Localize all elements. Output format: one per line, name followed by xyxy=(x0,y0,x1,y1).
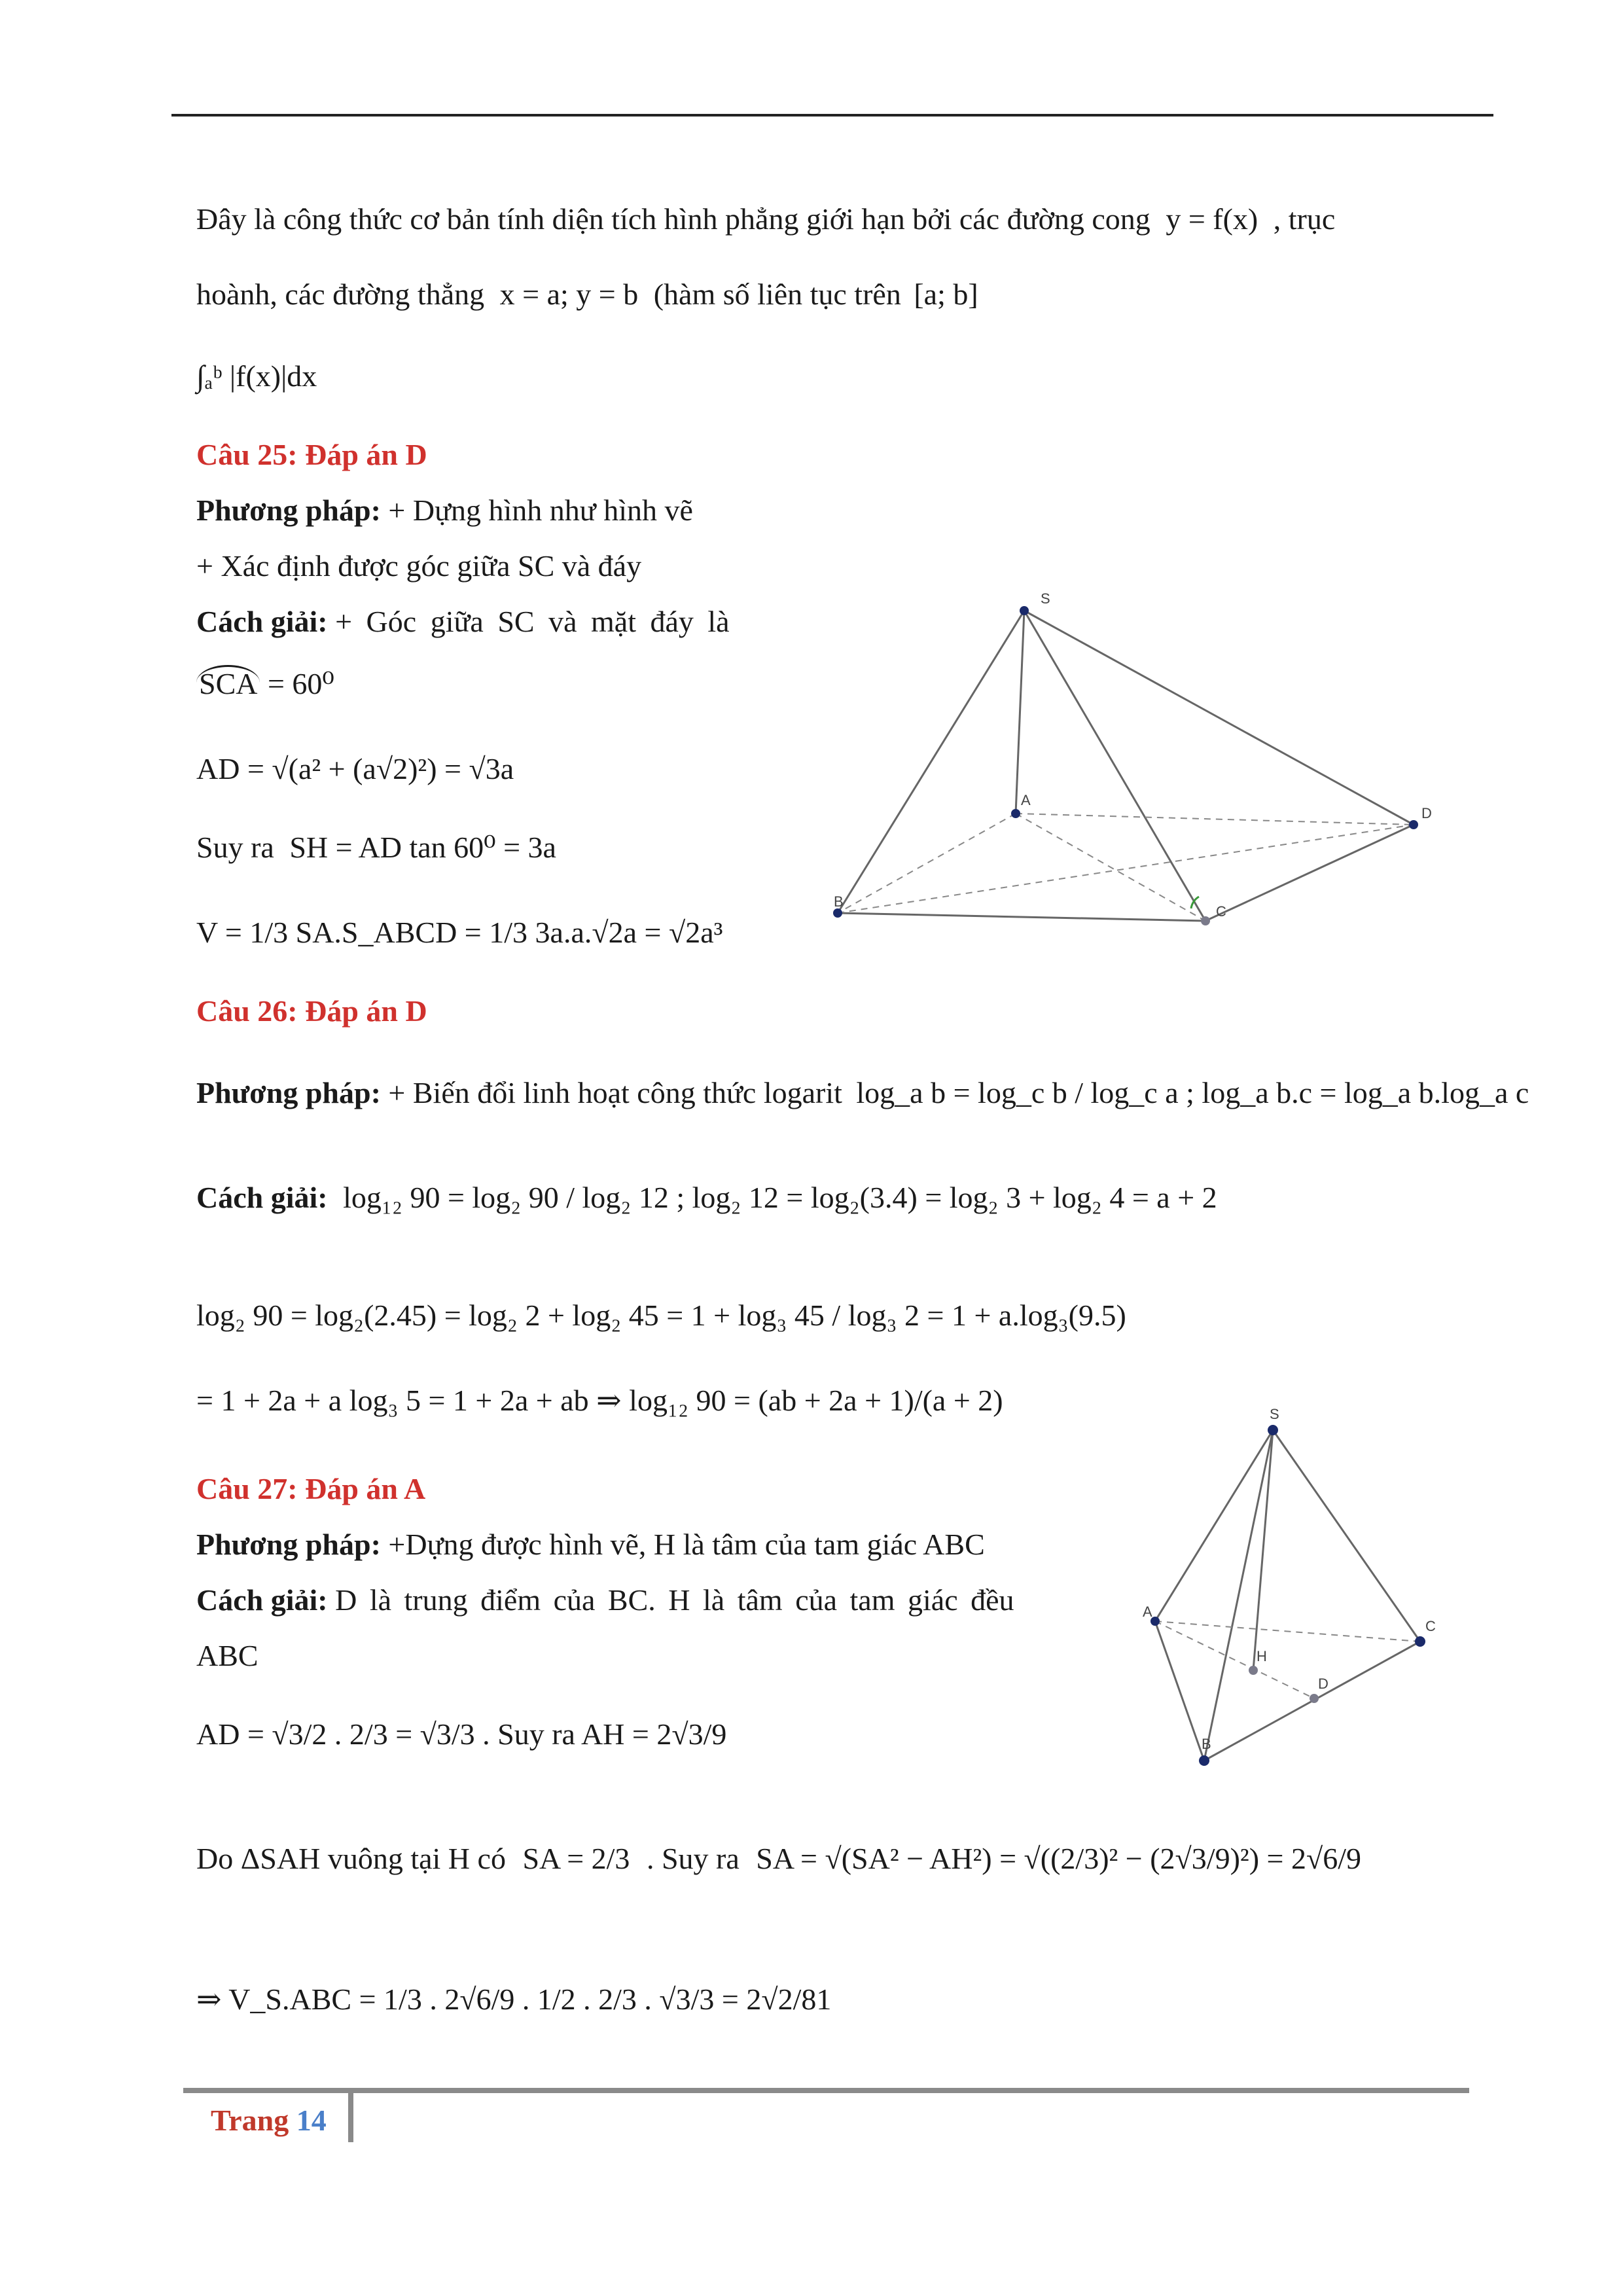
log-identity: log_a b = log_c b / log_c a ; log_a b.c = log_a b.log_a c xyxy=(856,1076,1529,1109)
line-equations: x = a; y = b xyxy=(499,278,639,311)
edge-sc xyxy=(1273,1430,1420,1641)
vertex-s xyxy=(1020,606,1029,615)
vertex-h xyxy=(1249,1666,1258,1675)
edge-sb xyxy=(838,611,1024,913)
label-b: B xyxy=(1202,1736,1211,1752)
vertex-d xyxy=(1310,1694,1319,1703)
edge-ac xyxy=(1016,814,1205,921)
intro-line-2: hoành, các đường thẳng x = a; y = b (hàm số liên tục trên [a; b] xyxy=(196,278,978,311)
intro-line-1: Đây là công thức cơ bản tính diện tích hình phẳng giới hạn bởi các đường cong y = f(x) , trục xyxy=(196,202,1336,236)
q25-sh-formula: Suy ra SH = AD tan 60⁰ = 3a xyxy=(196,831,556,864)
edge-sc xyxy=(1024,611,1205,921)
curve-equation: y = f(x) xyxy=(1166,202,1258,236)
angle-sca: SCA xyxy=(196,665,260,700)
q26-method: Phương pháp: + Biến đổi linh hoạt công thức logarit log_a b = log_c b / log_c a ; log_a b.c = log_a b.log_a c xyxy=(196,1076,1529,1109)
q27-solution: Cách giải: D là trung điểm của BC. H là tâm của tam giác đều xyxy=(196,1583,1014,1617)
edge-ac xyxy=(1155,1621,1420,1641)
top-rule xyxy=(171,114,1493,117)
edge-ab xyxy=(838,814,1016,913)
q26-solution-3: = 1 + 2a + a log₃ 5 = 1 + 2a + ab ⇒ log₁₂ 90 = (ab + 2a + 1)/(a + 2) xyxy=(196,1384,1003,1417)
label-b: B xyxy=(834,893,844,910)
label-d: D xyxy=(1318,1676,1329,1692)
q25-title: Câu 25: Đáp án D xyxy=(196,438,427,471)
label-c: C xyxy=(1425,1618,1436,1634)
edge-sd xyxy=(1024,611,1414,825)
edge-sa xyxy=(1155,1430,1273,1621)
vertex-c xyxy=(1201,916,1210,925)
vertex-a xyxy=(1011,809,1020,818)
label-s: S xyxy=(1270,1406,1279,1422)
q26-title: Câu 26: Đáp án D xyxy=(196,994,427,1028)
vertex-c xyxy=(1415,1636,1425,1647)
vertex-b xyxy=(833,908,842,918)
q25-volume-formula: V = 1/3 SA.S_ABCD = 1/3 3a.a.√2a = √2a³ xyxy=(196,916,723,949)
vertex-b xyxy=(1199,1755,1209,1766)
q25-solution: Cách giải: + Góc giữa SC và mặt đáy là xyxy=(196,605,730,638)
label-d: D xyxy=(1421,805,1432,821)
label-h: H xyxy=(1257,1648,1267,1664)
q25-method: Phương pháp: + Dựng hình như hình vẽ xyxy=(196,493,693,527)
edge-ad xyxy=(1016,814,1414,825)
edge-bd xyxy=(838,825,1414,913)
q26-solution-2: log₂ 90 = log₂(2.45) = log₂ 2 + log₂ 45 = 1 + log₃ 45 / log₃ 2 = 1 + a.log₃(9.5) xyxy=(196,1299,1126,1332)
label-a: A xyxy=(1021,792,1031,808)
q27-solution-abc: ABC xyxy=(196,1639,259,1672)
q26-solution-1: Cách giải: log₁₂ 90 = log₂ 90 / log₂ 12 ; log₂ 12 = log₂(3.4) = log₂ 3 + log₂ 4 = a + 2 xyxy=(196,1181,1217,1214)
tetrahedron-figure-sabc xyxy=(1139,1401,1466,1780)
page-number: Trang 14 xyxy=(211,2104,327,2137)
footer-divider xyxy=(348,2091,353,2142)
q25-angle: SCA = 60⁰ xyxy=(196,664,334,704)
edge-cd xyxy=(1205,825,1414,921)
footer-rule xyxy=(183,2088,1469,2093)
edge-bc xyxy=(838,913,1205,921)
edge-sh xyxy=(1253,1430,1273,1670)
q27-sa-line: Do ΔSAH vuông tại H có SA = 2/3 . Suy ra SA = √(SA² − AH²) = √((2/3)² − (2√3/9)²) = 2√6/9 xyxy=(196,1842,1361,1875)
q25-ad-formula: AD = √(a² + (a√2)²) = √3a xyxy=(196,752,514,785)
edge-sa xyxy=(1016,611,1024,814)
q27-volume-formula: ⇒ V_S.ABC = 1/3 . 2√6/9 . 1/2 . 2/3 . √3/3 = 2√2/81 xyxy=(196,1982,832,2016)
label-a: A xyxy=(1143,1604,1152,1620)
q27-title: Câu 27: Đáp án A xyxy=(196,1472,426,1505)
area-integral: ∫ₐᵇ |f(x)|dx xyxy=(196,359,317,393)
label-c: C xyxy=(1216,903,1226,920)
q27-method: Phương pháp: +Dựng được hình vẽ, H là tâm của tam giác ABC xyxy=(196,1528,985,1561)
label-s: S xyxy=(1041,590,1050,607)
edge-sb xyxy=(1204,1430,1273,1761)
vertex-s xyxy=(1268,1425,1278,1435)
vertex-d xyxy=(1409,820,1418,829)
q25-method-2: + Xác định được góc giữa SC và đáy xyxy=(196,549,642,583)
edge-ab xyxy=(1155,1621,1204,1761)
q27-ad-formula: AD = √3/2 . 2/3 = √3/3 . Suy ra AH = 2√3/9 xyxy=(196,1717,727,1751)
pyramid-figure-sabcd xyxy=(825,576,1440,942)
